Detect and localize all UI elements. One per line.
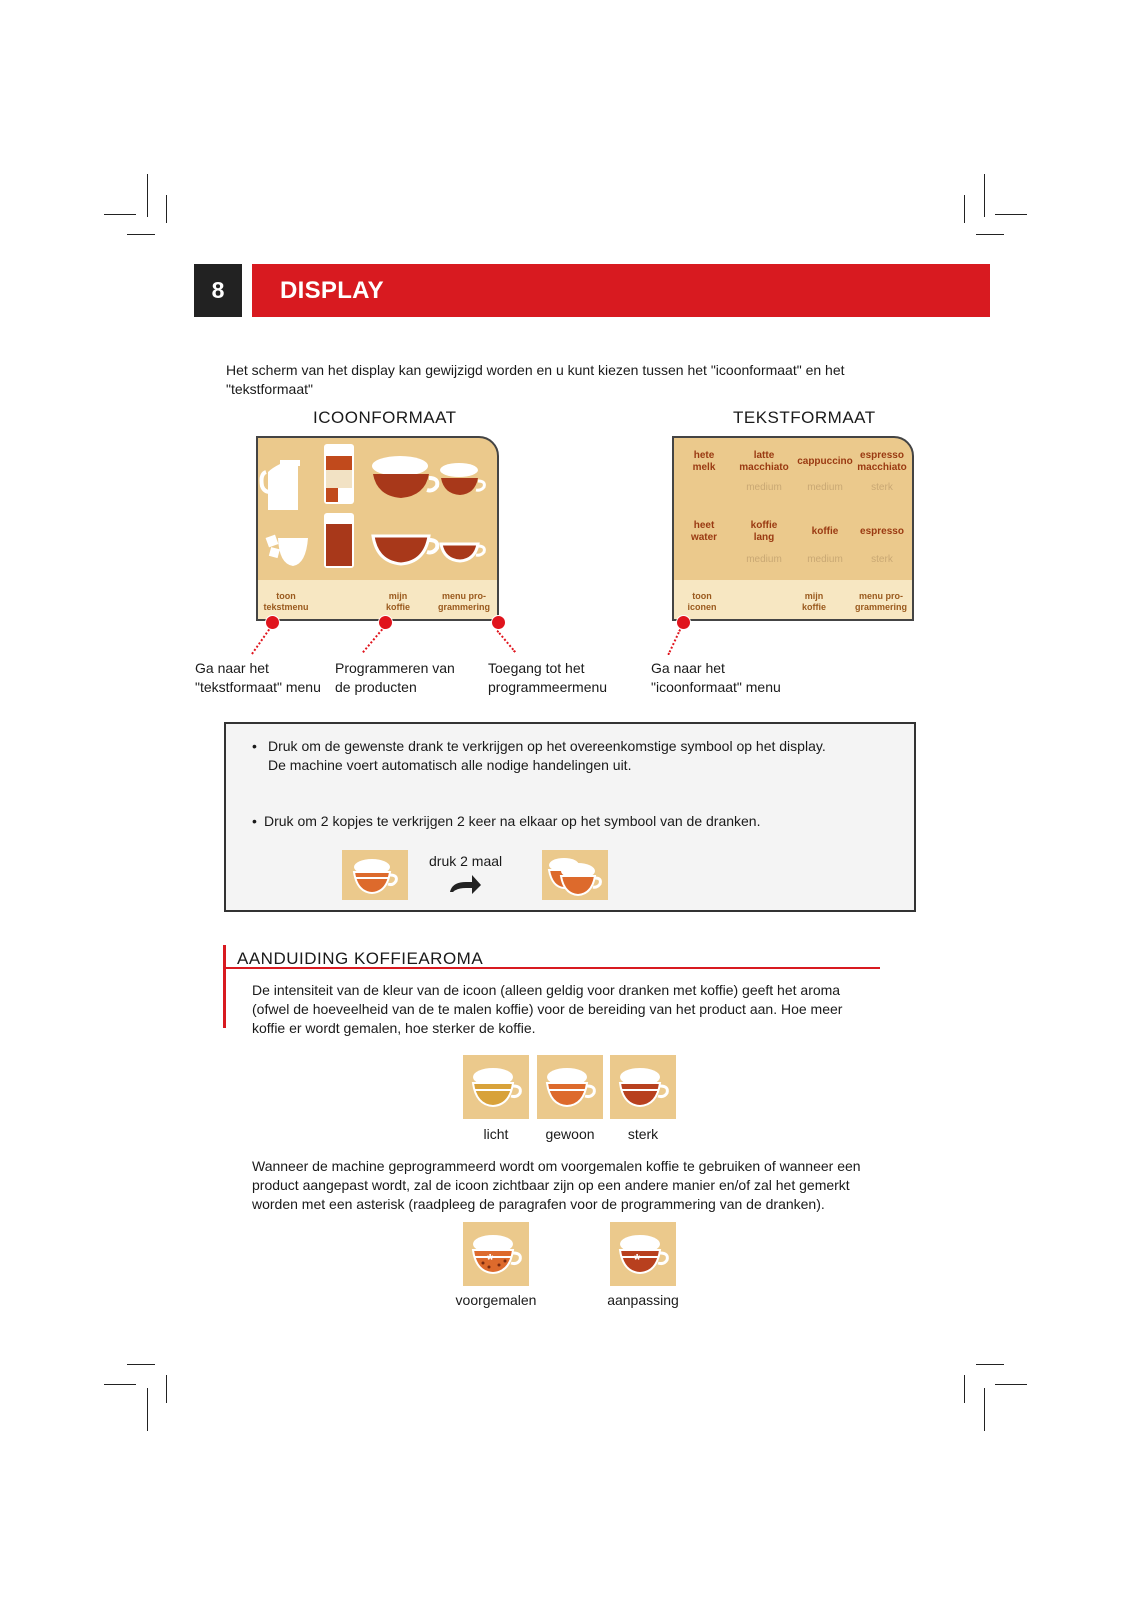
icon-format-display: [256, 436, 499, 621]
cappuccino-light-icon: [463, 1055, 529, 1119]
cappuccino-tile-single: [342, 850, 408, 900]
aroma-text-2: Wanneer de machine geprogrammeerd wordt om voorgemalen koffie te gebruiken of wanneer een product aangepast wordt, zal de icoon zichtbaar zijn op een andere manier en/of zal het gemerkt worden met een asterisk (raadpleeg de paragrafen voor de programmering van de dranken).: [252, 1158, 861, 1212]
strength-label: sterk: [871, 554, 893, 565]
softkey-label: mijn koffie: [801, 591, 826, 612]
info-bullet-2: Druk om 2 kopjes te verkrijgen 2 keer na elkaar op het symbool van de dranken.: [264, 813, 761, 829]
variant-label: voorgemalen: [455, 1292, 537, 1308]
softkey-my-coffee[interactable]: [380, 591, 416, 613]
icon-format-label: ICOONFORMAAT: [313, 408, 457, 427]
cappuccino-icon: [342, 850, 408, 900]
text-item-hot-water[interactable]: heet water: [690, 520, 718, 543]
callout-dot: [676, 615, 691, 630]
softkey-label: toon tekstmenu: [263, 591, 309, 612]
espresso-icon: [441, 544, 484, 561]
crop-mark: [104, 214, 136, 215]
strength-label: medium: [807, 482, 843, 493]
softkey-text-menu[interactable]: [258, 591, 314, 613]
text-item-cappuccino[interactable]: cappuccino: [797, 456, 853, 467]
callout-dot: [378, 615, 393, 630]
text-item-hot-milk[interactable]: hete melk: [692, 450, 716, 473]
aroma-level-label: licht: [483, 1126, 509, 1142]
double-cappuccino-icon: [542, 850, 608, 900]
aroma-text: De intensiteit van de kleur van de icoon (alleen geldig voor dranken met koffie) geeft het aroma (ofwel de hoeveelheid van de te malen koffie) voor de bereiding van het product aan. Hoe meer koffie er wordt gemalen, hoe sterker de koffie.: [252, 982, 843, 1036]
aroma-tile-normal: [537, 1055, 603, 1119]
cappuccino-tile-double: [542, 850, 608, 900]
softkey-label: menu pro- grammering: [437, 591, 490, 612]
callout-leader: [251, 629, 270, 655]
strength-label: medium: [746, 554, 782, 565]
asterisk-mark: *: [634, 1252, 641, 1269]
text-item-long-coffee[interactable]: koffie lang: [750, 520, 778, 543]
callout-programming-menu: Toegang tot het programmeermenu: [488, 660, 608, 695]
intro-text: Het scherm van het display kan gewijzigd worden en u kunt kiezen tussen het "icoonformaat" en het "tekstformaat": [226, 362, 845, 397]
cappuccino-normal-icon: [537, 1055, 603, 1119]
crop-mark: [976, 1364, 1004, 1365]
cappuccino-icon: [372, 456, 437, 498]
crop-mark: [127, 234, 155, 235]
text-item-espresso[interactable]: espresso: [860, 526, 904, 537]
softkey-programming[interactable]: [434, 591, 494, 613]
long-coffee-icon: [324, 513, 354, 568]
callout-leader: [667, 629, 681, 655]
callout-dot: [491, 615, 506, 630]
crop-mark: [147, 1388, 148, 1431]
crop-mark: [984, 1388, 985, 1431]
info-box: [224, 722, 916, 912]
crop-mark: [166, 195, 167, 223]
callout-icon-menu: Ga naar het "icoonformaat" menu: [651, 660, 781, 695]
softkey-my-coffee[interactable]: [796, 591, 832, 613]
callout-text-menu: Ga naar het "tekstformaat" menu: [195, 660, 321, 695]
hot-milk-icon: [262, 460, 301, 510]
crop-mark: [104, 1384, 136, 1385]
text-item-coffee[interactable]: koffie: [811, 526, 839, 537]
asterisk-mark: *: [487, 1252, 494, 1269]
callout-dot: [265, 615, 280, 630]
hot-water-icon: [266, 535, 308, 566]
variant-tile-pre-ground: [463, 1222, 529, 1286]
softkey-programming[interactable]: [850, 591, 912, 613]
softkey-label: toon iconen: [687, 591, 717, 612]
text-format-label: TEKSTFORMAAT: [733, 408, 876, 427]
softkey-label: mijn koffie: [385, 591, 410, 612]
coffee-icon: [373, 536, 437, 564]
strength-label: medium: [807, 554, 843, 565]
callout-program-products: Programmeren van de producten: [335, 660, 455, 695]
crop-mark: [147, 174, 148, 217]
press-twice-label: druk 2 maal: [429, 853, 503, 869]
bullet-icon: •: [252, 738, 257, 754]
crop-mark: [964, 1375, 965, 1403]
latte-macchiato-icon: [324, 444, 354, 504]
text-item-latte-macchiato[interactable]: latte macchiato: [739, 450, 789, 473]
customized-icon: [610, 1222, 676, 1286]
aroma-level-label: sterk: [627, 1126, 659, 1142]
info-bullet-1: Druk om de gewenste drank te verkrijgen op het overeenkomstige symbool op het display. De machine voert automatisch alle nodige handelingen uit.: [268, 738, 826, 773]
text-item-espresso-macchiato[interactable]: espresso macchiato: [857, 450, 907, 473]
bullet-icon: •: [252, 813, 257, 829]
aroma-heading: AANDUIDING KOFFIEAROMA: [237, 949, 484, 968]
crop-mark: [995, 214, 1027, 215]
drink-icons: [258, 438, 499, 584]
crop-mark: [127, 1364, 155, 1365]
callout-leader: [496, 630, 516, 653]
text-format-display: [672, 436, 914, 621]
callout-leader: [362, 629, 383, 653]
softkey-label: menu pro- grammering: [854, 591, 907, 612]
strength-label: sterk: [871, 482, 893, 493]
section-number: 8: [194, 264, 242, 317]
pre-ground-icon: [463, 1222, 529, 1286]
variant-tile-customized: [610, 1222, 676, 1286]
section-marker: [223, 945, 226, 1028]
aroma-tile-light: [463, 1055, 529, 1119]
section-title: DISPLAY: [280, 277, 384, 304]
crop-mark: [995, 1384, 1027, 1385]
crop-mark: [964, 195, 965, 223]
softkey-icon-menu[interactable]: [676, 591, 728, 613]
espresso-macchiato-icon: [440, 463, 484, 495]
crop-mark: [166, 1375, 167, 1403]
arrow-right-icon: [448, 872, 482, 894]
aroma-level-label: gewoon: [545, 1126, 595, 1142]
crop-mark: [984, 174, 985, 217]
cappuccino-strong-icon: [610, 1055, 676, 1119]
strength-label: medium: [746, 482, 782, 493]
crop-mark: [976, 234, 1004, 235]
aroma-tile-strong: [610, 1055, 676, 1119]
variant-label: aanpassing: [607, 1292, 679, 1308]
